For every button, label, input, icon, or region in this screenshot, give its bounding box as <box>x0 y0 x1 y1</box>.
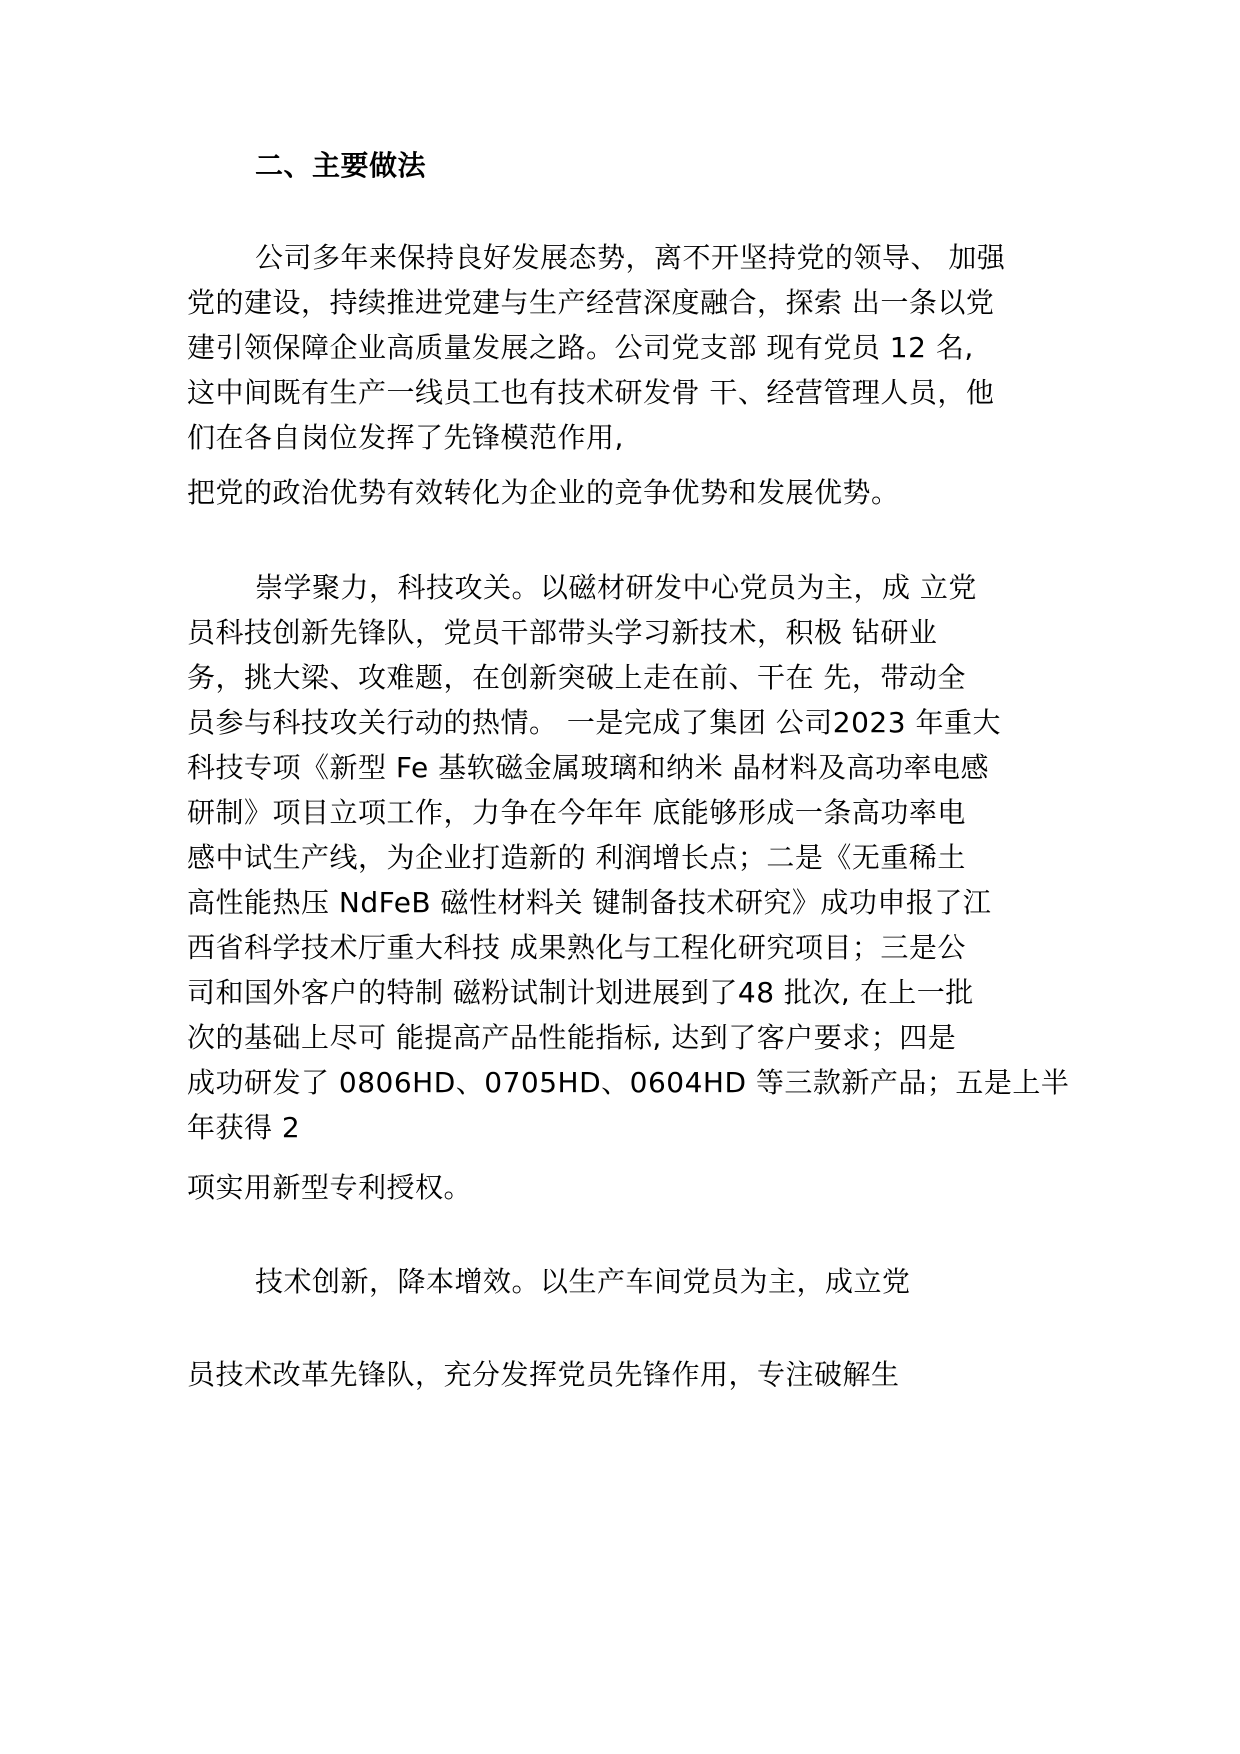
paragraph-line: 崇学聚力，科技攻关。以磁材研发中心党员为主，成 立党 <box>255 571 977 604</box>
paragraph-line: 把党的政治优势有效转化为企业的竞争优势和发展优势。 <box>187 476 900 509</box>
paragraph-line: 研制》项目立项工作，力争在今年年 底能够形成一条高功率电 <box>187 796 966 829</box>
paragraph-line: 公司多年来保持良好发展态势，离不开坚持党的领导、 加强 <box>255 241 1006 274</box>
paragraph-line: 成功研发了 0806HD、0705HD、0604HD 等三款新产品；五是上半 <box>187 1066 1070 1099</box>
paragraph-line: 高性能热压 NdFeB 磁性材料关 键制备技术研究》成功申报了江 <box>187 886 992 919</box>
paragraph-line: 次的基础上尽可 能提高产品性能指标, 达到了客户要求；四是 <box>187 1021 957 1054</box>
paragraph-line: 建引领保障企业高质量发展之路。公司党支部 现有党员 12 名, <box>187 331 974 364</box>
paragraph-line: 党的建设，持续推进党建与生产经营深度融合，探索 出一条以党 <box>187 286 995 319</box>
paragraph-line: 们在各自岗位发挥了先锋模范作用, <box>187 421 624 454</box>
paragraph-line: 员科技创新先锋队，党员干部带头学习新技术，积极 钻研业 <box>187 616 938 649</box>
paragraph-line: 员技术改革先锋队，充分发挥党员先锋作用，专注破解生 <box>187 1358 900 1391</box>
paragraph-line: 技术创新，降本增效。以生产车间党员为主，成立党 <box>255 1265 911 1298</box>
paragraph-line: 司和国外客户的特制 磁粉试制计划进展到了48 批次, 在上一批 <box>187 976 974 1009</box>
paragraph-line: 项实用新型专利授权。 <box>187 1171 473 1204</box>
paragraph-line: 感中试生产线，为企业打造新的 利润增长点；二是《无重稀土 <box>187 841 966 874</box>
paragraph-line: 这中间既有生产一线员工也有技术研发骨 干、经营管理人员，他 <box>187 376 995 409</box>
paragraph-line: 务，挑大梁、攻难题，在创新突破上走在前、干在 先，带动全 <box>187 661 966 694</box>
paragraph-line: 员参与科技攻关行动的热情。 一是完成了集团 公司2023 年重大 <box>187 706 1001 739</box>
paragraph-line: 西省科学技术厅重大科技 成果熟化与工程化研究项目；三是公 <box>187 931 966 964</box>
section-heading: 二、主要做法 <box>255 149 427 182</box>
paragraph-line: 科技专项《新型 Fe 基软磁金属玻璃和纳米 晶材料及高功率电感 <box>187 751 990 784</box>
paragraph-line: 年获得 2 <box>187 1111 301 1144</box>
